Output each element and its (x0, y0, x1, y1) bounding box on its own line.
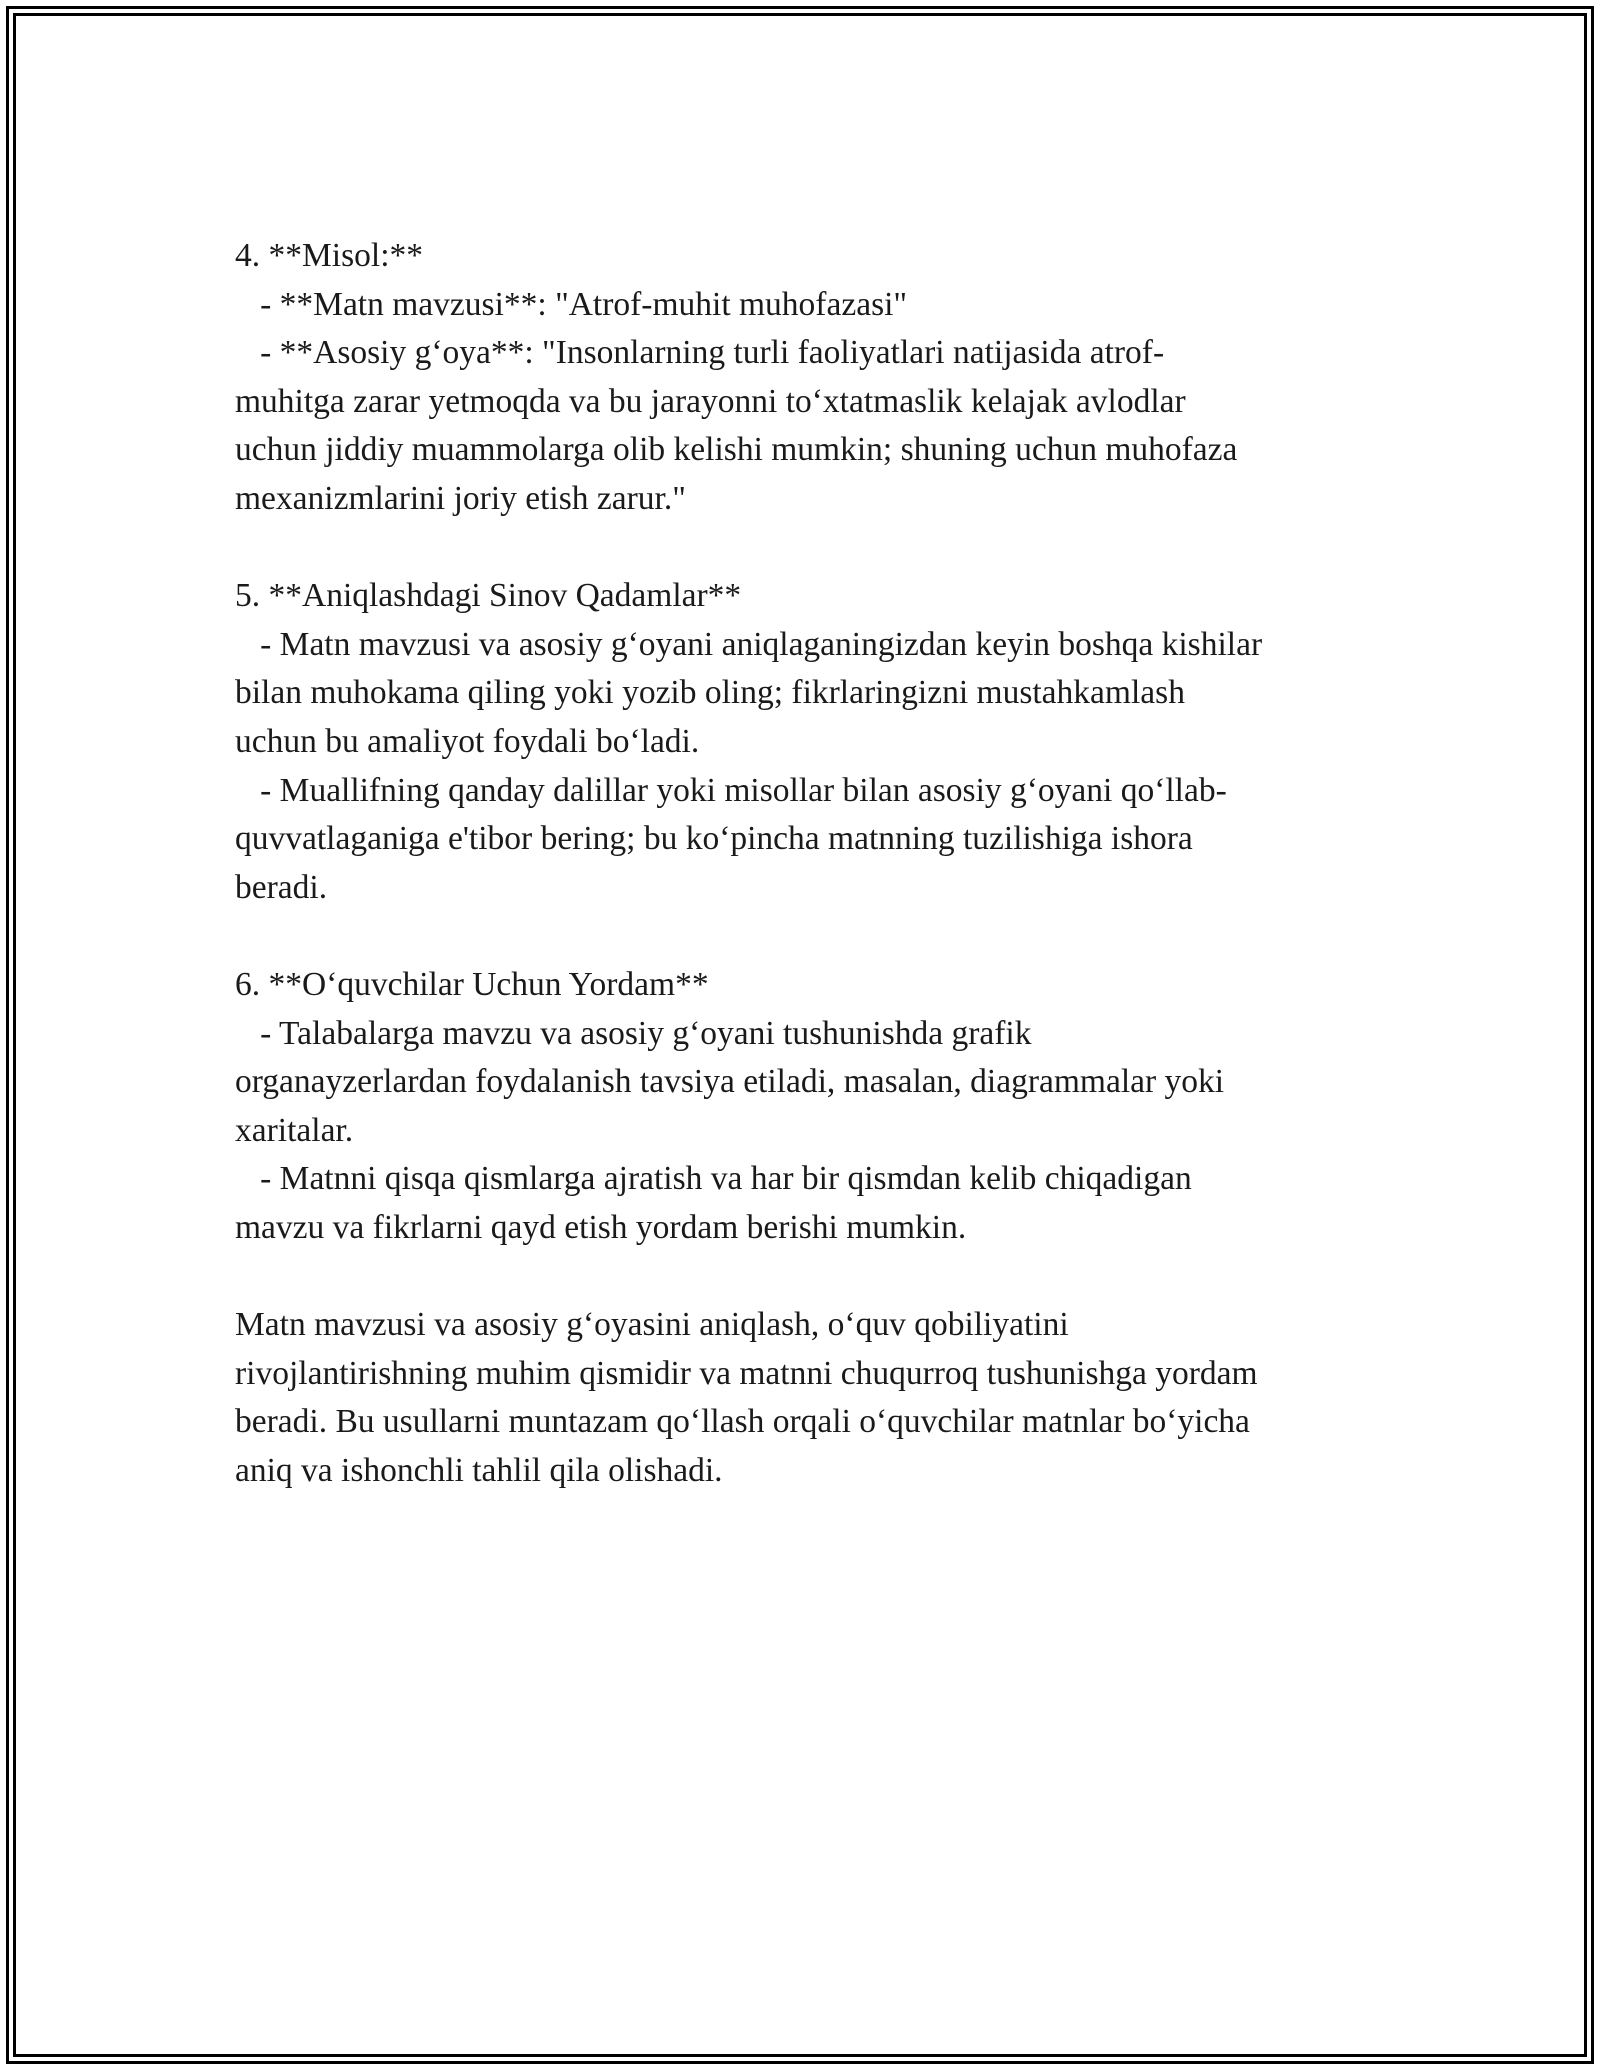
paragraph-spacer (235, 1252, 1365, 1301)
section-test-steps (235, 572, 1365, 912)
text-line: uchun bu amaliyot foydali boʻladi. (235, 722, 700, 760)
paragraph-spacer (235, 912, 1365, 961)
text-line: uchun jiddiy muammolarga olib kelishi mumkin; shuning uchun muhofaza (235, 431, 1238, 469)
text-line: - Matnni qisqa qismlarga ajratish va har bir qismdan kelib chiqadigan (235, 1160, 1192, 1198)
text-line: - **Matn mavzusi**: "Atrof-muhit muhofazasi" (235, 285, 908, 323)
text-line: Matn mavzusi va asosiy gʻoyasini aniqlash, oʻquv qobiliyatini (235, 1306, 1069, 1344)
text-line: rivojlantirishning muhim qismidir va matnni chuqurroq tushunishga yordam (235, 1354, 1258, 1392)
text-line: muhitga zarar yetmoqda va bu jarayonni toʻxtatmaslik kelajak avlodlar (235, 382, 1186, 420)
section-example (235, 232, 1365, 524)
section-heading: 4. **Misol:** (235, 237, 423, 274)
text-line: beradi. Bu usullarni muntazam qoʻllash orqali oʻquvchilar matnlar boʻyicha (235, 1403, 1250, 1441)
paragraph-spacer (235, 524, 1365, 573)
text-line: mexanizmlarini joriy etish zarur." (235, 479, 686, 517)
document-body (235, 232, 1365, 1495)
text-line: - Talabalarga mavzu va asosiy gʻoyani tushunishda grafik (235, 1014, 1032, 1052)
section-student-help (235, 961, 1365, 1253)
section-heading: 6. **Oʻquvchilar Uchun Yordam** (235, 965, 709, 1003)
text-line: organayzerlardan foydalanish tavsiya etiladi, masalan, diagrammalar yoki (235, 1063, 1225, 1101)
text-line: bilan muhokama qiling yoki yozib oling; fikrlaringizni mustahkamlash (235, 674, 1185, 712)
text-line: mavzu va fikrlarni qayd etish yordam berishi mumkin. (235, 1208, 967, 1246)
text-line: - Matn mavzusi va asosiy gʻoyani aniqlaganingizdan keyin boshqa kishilar (235, 625, 1263, 663)
text-line: xaritalar. (235, 1111, 354, 1149)
text-line: beradi. (235, 868, 328, 906)
text-line: - **Asosiy gʻoya**: "Insonlarning turli faoliyatlari natijasida atrof- (235, 334, 1165, 372)
conclusion-paragraph (235, 1301, 1365, 1495)
section-heading: 5. **Aniqlashdagi Sinov Qadamlar** (235, 577, 742, 615)
text-line: aniq va ishonchli tahlil qila olishadi. (235, 1451, 723, 1489)
text-line: quvvatlaganiga e'tibor bering; bu koʻpincha matnning tuzilishiga ishora (235, 820, 1193, 858)
text-line: - Muallifning qanday dalillar yoki misollar bilan asosiy gʻoyani qoʻllab- (235, 771, 1227, 809)
